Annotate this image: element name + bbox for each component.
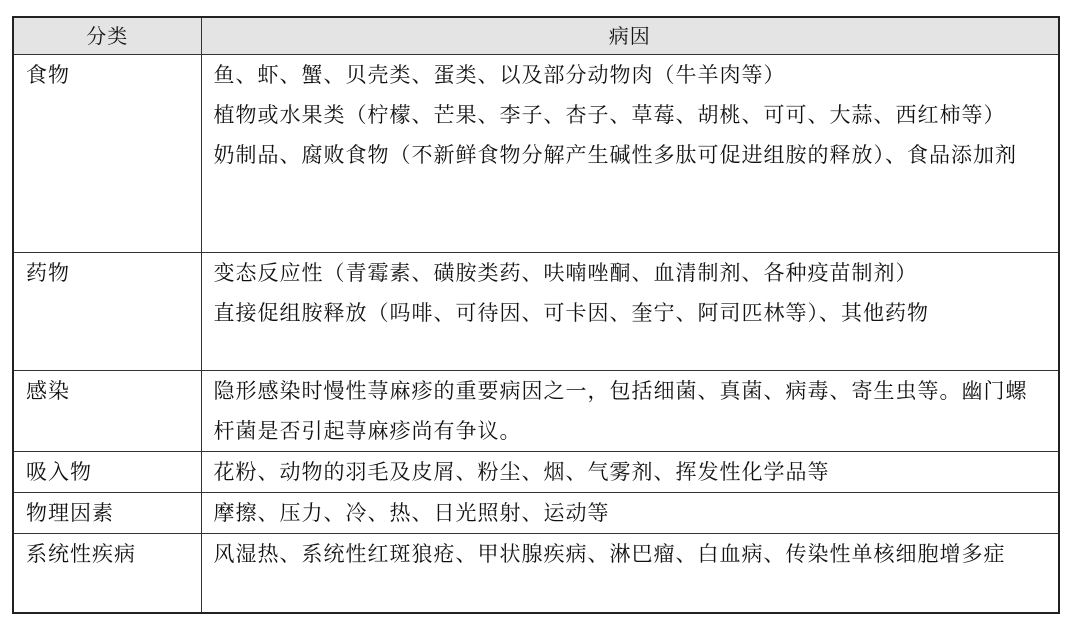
cause-cell: [201, 253, 1059, 371]
cause-cell: [201, 493, 1059, 534]
header-category: 分类: [13, 17, 201, 55]
cause-line: 风湿热、系统性红斑狼疮、甲状腺疾病、淋巴瘤、白血病、传染性单核细胞增多症: [213, 542, 1006, 566]
category-cell: 系统性疾病: [13, 534, 201, 614]
cause-cell: [201, 534, 1059, 614]
category-cell: 物理因素: [13, 493, 201, 534]
cause-cell: [201, 55, 1059, 253]
table-row-food: [13, 55, 1059, 253]
category-cell: 吸入物: [13, 452, 201, 493]
table-row-physical: [13, 493, 1059, 534]
cause-line: 鱼、虾、蟹、贝壳类、蛋类、以及部分动物肉（牛羊肉等）: [213, 63, 786, 87]
table-row-inhalant: [13, 452, 1059, 493]
table-body: [13, 55, 1059, 614]
table-row-systemic: [13, 534, 1059, 614]
header-row: [13, 17, 1059, 55]
cause-line: 变态反应性（青霉素、磺胺类药、呋喃唑酮、血清制剂、各种疫苗制剂）: [213, 261, 918, 285]
document-page: [12, 16, 1072, 614]
category-cell: 食物: [13, 55, 201, 253]
cause-line: 花粉、动物的羽毛及皮屑、粉尘、烟、气雾剂、挥发性化学品等: [213, 460, 830, 484]
category-cell: 感染: [13, 371, 201, 452]
header-cause: 病因: [201, 17, 1059, 55]
table-row-drug: [13, 253, 1059, 371]
cause-cell: [201, 452, 1059, 493]
urticaria-cause-table: [12, 16, 1060, 614]
cause-cell: [201, 371, 1059, 452]
cause-line: 植物或水果类（柠檬、芒果、李子、杏子、草莓、胡桃、可可、大蒜、西红柿等）: [213, 103, 1006, 127]
cause-line: 摩擦、压力、冷、热、日光照射、运动等: [213, 501, 610, 525]
table-row-infection: [13, 371, 1059, 452]
cause-line: 奶制品、腐败食物（不新鲜食物分解产生碱性多肽可促进组胺的释放）、食品添加剂: [213, 143, 1017, 167]
table-header: [13, 17, 1059, 55]
cause-line: 直接促组胺释放（吗啡、可待因、可卡因、奎宁、阿司匹林等）、其他药物: [213, 301, 929, 325]
category-cell: 药物: [13, 253, 201, 371]
cause-line: 隐形感染时慢性荨麻疹的重要病因之一，包括细菌、真菌、病毒、寄生虫等。幽门螺杆菌是否引起荨麻疹尚有争议。: [213, 379, 1028, 443]
